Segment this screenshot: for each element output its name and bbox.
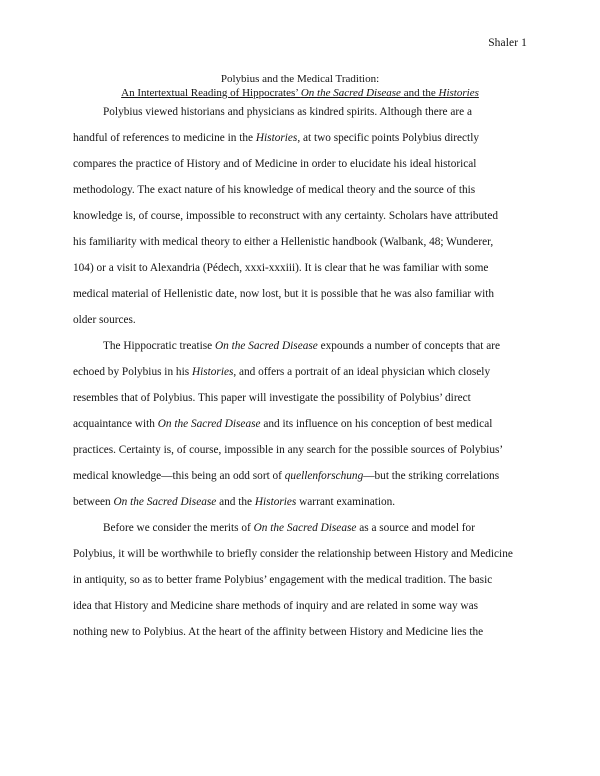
title-line: Polybius and the Medical Tradition:	[220, 73, 380, 85]
text-run: knowledge is, of course, impossible to reconstruct with any certainty. Scholars have attributed	[73, 210, 498, 222]
text-line	[73, 255, 522, 281]
text-line	[73, 619, 522, 645]
subtitle-line	[0, 86, 600, 100]
body-text	[73, 99, 522, 645]
subtitle-work-histories: Histories	[438, 87, 479, 99]
text-run: Before we consider the merits of	[103, 522, 254, 534]
paragraph	[73, 99, 522, 333]
text-run: warrant examination.	[296, 496, 396, 508]
text-run: The Hippocratic treatise	[103, 340, 215, 352]
text-line	[73, 515, 522, 541]
subtitle-work-sacred-disease: On the Sacred Disease	[300, 87, 401, 99]
subtitle-mid: and the	[400, 87, 439, 99]
italic-title: quellenforschung	[284, 470, 364, 482]
text-run: 104) or a visit to Alexandria (Pédech, xxxi-xxxiii). It is clear that he was familiar with some	[73, 262, 489, 274]
text-line	[73, 437, 522, 463]
text-run: between	[73, 496, 114, 508]
text-line	[73, 359, 522, 385]
subtitle-prefix: An Intertextual Reading of Hippocrates’	[121, 87, 301, 99]
text-run: practices. Certainty is, of course, impossible in any search for the possible sources of Polybius’	[73, 444, 504, 456]
text-line	[73, 125, 522, 151]
text-run: Polybius, it will be worthwhile to briefly consider the relationship between History and Medicine	[73, 548, 513, 560]
text-line	[73, 463, 522, 489]
text-line	[73, 99, 522, 125]
text-line	[73, 229, 522, 255]
text-run: acquaintance with	[73, 418, 158, 430]
text-run: , at two specific points Polybius directly	[297, 132, 479, 144]
text-run: idea that History and Medicine share methods of inquiry and are related in some way was	[73, 600, 478, 612]
text-run: nothing new to Polybius. At the heart of the affinity between History and Medicine lies the	[73, 626, 484, 638]
text-run: , and offers a portrait of an ideal physician which closely	[233, 366, 491, 378]
text-line	[73, 489, 522, 515]
text-line	[73, 177, 522, 203]
italic-title: On the Sacred Disease	[157, 418, 261, 430]
text-run: resembles that of Polybius. This paper will investigate the possibility of Polybius’ direct	[73, 392, 471, 404]
text-line	[73, 203, 522, 229]
text-run: Polybius viewed historians and physicians as kindred spirits. Although there are a	[103, 106, 472, 118]
text-run: medical knowledge—this being an odd sort of	[73, 470, 285, 482]
text-run: expounds a number of concepts that are	[317, 340, 501, 352]
text-line	[73, 567, 522, 593]
text-line	[73, 151, 522, 177]
text-run: medical material of Hellenistic date, now lost, but it is possible that he was also familiar with	[73, 288, 495, 300]
italic-title: Histories	[191, 366, 234, 378]
paper-title	[0, 72, 600, 100]
text-run: as a source and model for	[356, 522, 475, 534]
text-line	[73, 333, 522, 359]
text-line	[73, 541, 522, 567]
text-run: compares the practice of History and of Medicine in order to elucidate his ideal historical	[73, 158, 477, 170]
running-head: Shaler 1	[488, 37, 527, 49]
text-run: —but the striking correlations	[363, 470, 500, 482]
text-line	[73, 411, 522, 437]
italic-title: On the Sacred Disease	[214, 340, 318, 352]
text-line	[73, 281, 522, 307]
italic-title: On the Sacred Disease	[253, 522, 357, 534]
paragraph	[73, 333, 522, 515]
text-line	[73, 307, 522, 333]
paragraph	[73, 515, 522, 645]
text-run: methodology. The exact nature of his knowledge of medical theory and the source of this	[73, 184, 476, 196]
italic-title: Histories	[254, 496, 297, 508]
text-line	[73, 593, 522, 619]
text-run: older sources.	[73, 314, 136, 326]
text-run: echoed by Polybius in his	[73, 366, 192, 378]
text-run: his familiarity with medical theory to either a Hellenistic handbook (Walbank, 48; Wunderer,	[73, 236, 494, 248]
text-run: and its influence on his conception of best medical	[260, 418, 493, 430]
text-run: in antiquity, so as to better frame Polybius’ engagement with the medical tradition. The basic	[73, 574, 493, 586]
text-run: and the	[216, 496, 255, 508]
text-line	[73, 385, 522, 411]
italic-title: On the Sacred Disease	[113, 496, 217, 508]
italic-title: Histories	[255, 132, 298, 144]
text-run: handful of references to medicine in the	[73, 132, 256, 144]
